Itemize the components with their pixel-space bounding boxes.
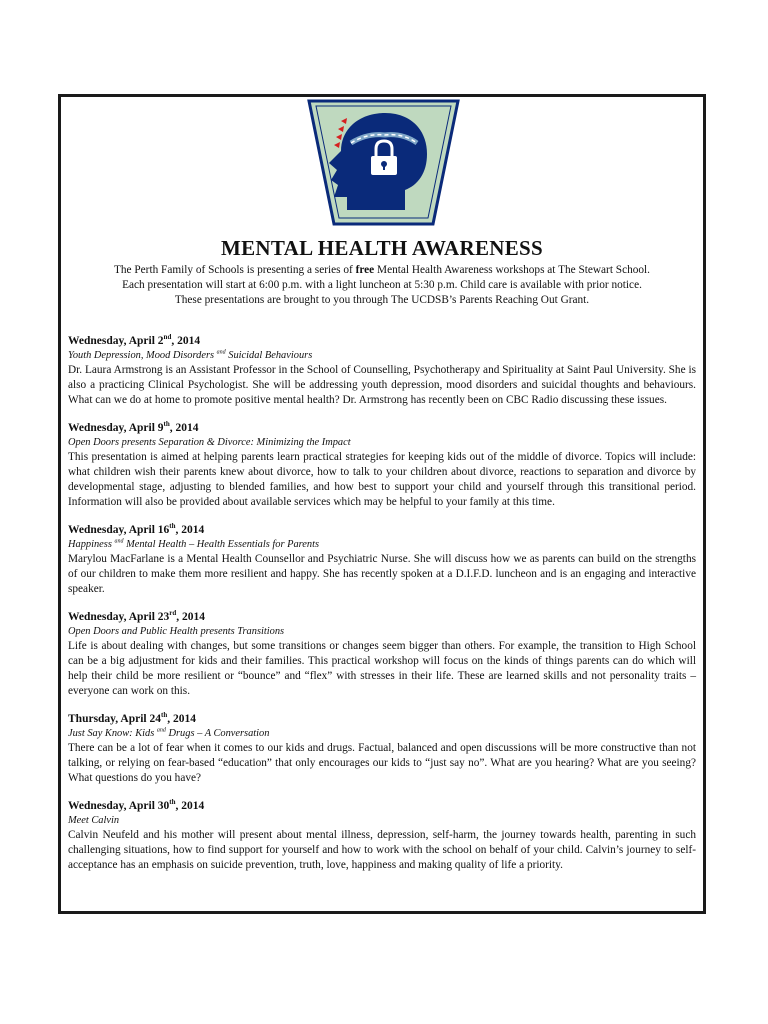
- intro-line-2: Each presentation will start at 6:00 p.m. with a light luncheon at 5:30 p.m. Child care is available with prior notice.: [122, 279, 642, 291]
- event-item: [68, 523, 696, 597]
- intro-line-3: These presentations are brought to you through The UCDSB’s Parents Reaching Out Grant.: [174, 294, 590, 306]
- event-day: Wednesday, April 16: [68, 524, 170, 536]
- event-day: Wednesday, April 2: [68, 335, 164, 347]
- event-day: Wednesday, April 23: [68, 611, 170, 623]
- event-date: [68, 799, 696, 814]
- event-year: , 2014: [176, 611, 206, 623]
- event-subtitle: [68, 436, 696, 450]
- intro-line-1-start: The Perth Family of Schools is presenting a series of: [114, 264, 356, 276]
- event-description: There can be a lot of fear when it comes to our kids and drugs. Factual, balanced and open discussions will be more constructive than not talking, or relying on fear-based “education” that only encourages our kids to “just say no”. What are you hearing? What are you seeing? What questions do you have?: [68, 742, 696, 784]
- event-subtitle-start: Youth Depression, Mood Disorders: [68, 350, 217, 361]
- event-year: , 2014: [167, 713, 196, 725]
- event-subtitle-end: Mental Health – Health Essentials for Parents: [123, 539, 320, 550]
- event-description: This presentation is aimed at helping parents learn practical strategies for keeping kids out of the middle of divorce. Topics will include: what children wish their parents knew about divorce, how to talk to your children about divorce, reactions to separation and divorce by developmental stage, adjusting to blended families, and how best to support your child and yourself through this transitional period. Information will also be provided about available services which may be helpful to your family at this time.: [68, 451, 696, 508]
- event-item: [68, 799, 696, 873]
- event-ordinal: th: [163, 420, 170, 429]
- event-description: Dr. Laura Armstrong is an Assistant Professor in the School of Counselling, Psychotherapy and Spirituality at Saint Paul University. She is also a practicing Clinical Psychologist. She will be addressing youth depression, mood disorders and suicidal thoughts and behaviours. What can we do at home to promote positive mental health? Dr. Armstrong has recently been on CBC Radio discussing these issues.: [68, 364, 696, 406]
- event-ordinal: rd: [169, 609, 177, 618]
- head-with-padlock-icon: [307, 99, 460, 226]
- intro-line-1: [68, 263, 696, 278]
- event-item: [68, 334, 696, 408]
- event-subtitle-start: Open Doors presents Separation & Divorce: Minimizing the Impact: [68, 437, 351, 448]
- event-subtitle-end: Drugs – A Conversation: [165, 728, 270, 739]
- event-ordinal: th: [169, 798, 176, 807]
- event-subtitle-start: Just Say Know: Kids: [68, 728, 157, 739]
- intro-line-1-end: Mental Health Awareness workshops at The Stewart School.: [374, 264, 650, 276]
- event-item: [68, 712, 696, 786]
- event-ordinal: nd: [163, 333, 172, 342]
- intro-free-emphasis: free: [355, 264, 375, 276]
- event-description: Marylou MacFarlane is a Mental Health Counsellor and Psychiatric Nurse. She will discuss how we as parents can build on the strengths of our children to make them more resilient and happy. She has recently spoken at a D.I.F.D. luncheon and is an engaging and interactive speaker.: [68, 553, 696, 595]
- event-subtitle-start: Meet Calvin: [68, 815, 120, 826]
- event-description: Life is about dealing with changes, but some transitions or changes seem bigger than others. For example, the transition to High School can be a big adjustment for kids and their families. This practical workshop will focus on the kinds of things parents can do which will help their child be more resilient or “bounce” and “flex” with stresses in their life. These are learned skills and not personality traits – everyone can work on this.: [68, 640, 696, 697]
- event-subtitle-sup: and: [216, 349, 226, 356]
- event-date: [68, 523, 696, 538]
- event-ordinal: th: [161, 711, 168, 720]
- event-subtitle-sup: and: [156, 727, 166, 734]
- event-subtitle: [68, 538, 696, 552]
- event-date: [68, 421, 696, 436]
- event-day: Wednesday, April 30: [68, 800, 170, 812]
- event-subtitle: [68, 349, 696, 363]
- event-year: , 2014: [169, 422, 199, 434]
- event-date: [68, 712, 696, 727]
- event-day: Thursday, April 24: [68, 713, 161, 725]
- event-date: [68, 610, 696, 625]
- event-date: [68, 334, 696, 349]
- event-subtitle: [68, 625, 696, 639]
- event-item: [68, 610, 696, 699]
- events-list: [68, 334, 696, 886]
- event-year: , 2014: [175, 800, 205, 812]
- event-subtitle-end: Suicidal Behaviours: [225, 350, 313, 361]
- event-subtitle: [68, 727, 696, 741]
- event-item: [68, 421, 696, 510]
- intro-text: [68, 263, 696, 308]
- event-subtitle-start: Open Doors and Public Health presents Transitions: [68, 626, 285, 637]
- event-subtitle-start: Happiness: [68, 539, 115, 550]
- page-title: MENTAL HEALTH AWARENESS: [220, 236, 543, 260]
- event-year: , 2014: [175, 524, 205, 536]
- event-subtitle: [68, 814, 696, 828]
- event-description: Calvin Neufeld and his mother will present about mental illness, depression, self-harm, the journey towards health, parenting in such challenging situations, how to find support for yourself and how to work with the school on behalf of your child. Calvin’s journey to self-acceptance has an emphasis on suicide prevention, truth, love, happiness and making quality of life a priority.: [68, 829, 696, 871]
- event-ordinal: th: [169, 522, 176, 531]
- event-day: Wednesday, April 9: [68, 422, 164, 434]
- event-subtitle-sup: and: [114, 538, 124, 545]
- event-year: , 2014: [171, 335, 201, 347]
